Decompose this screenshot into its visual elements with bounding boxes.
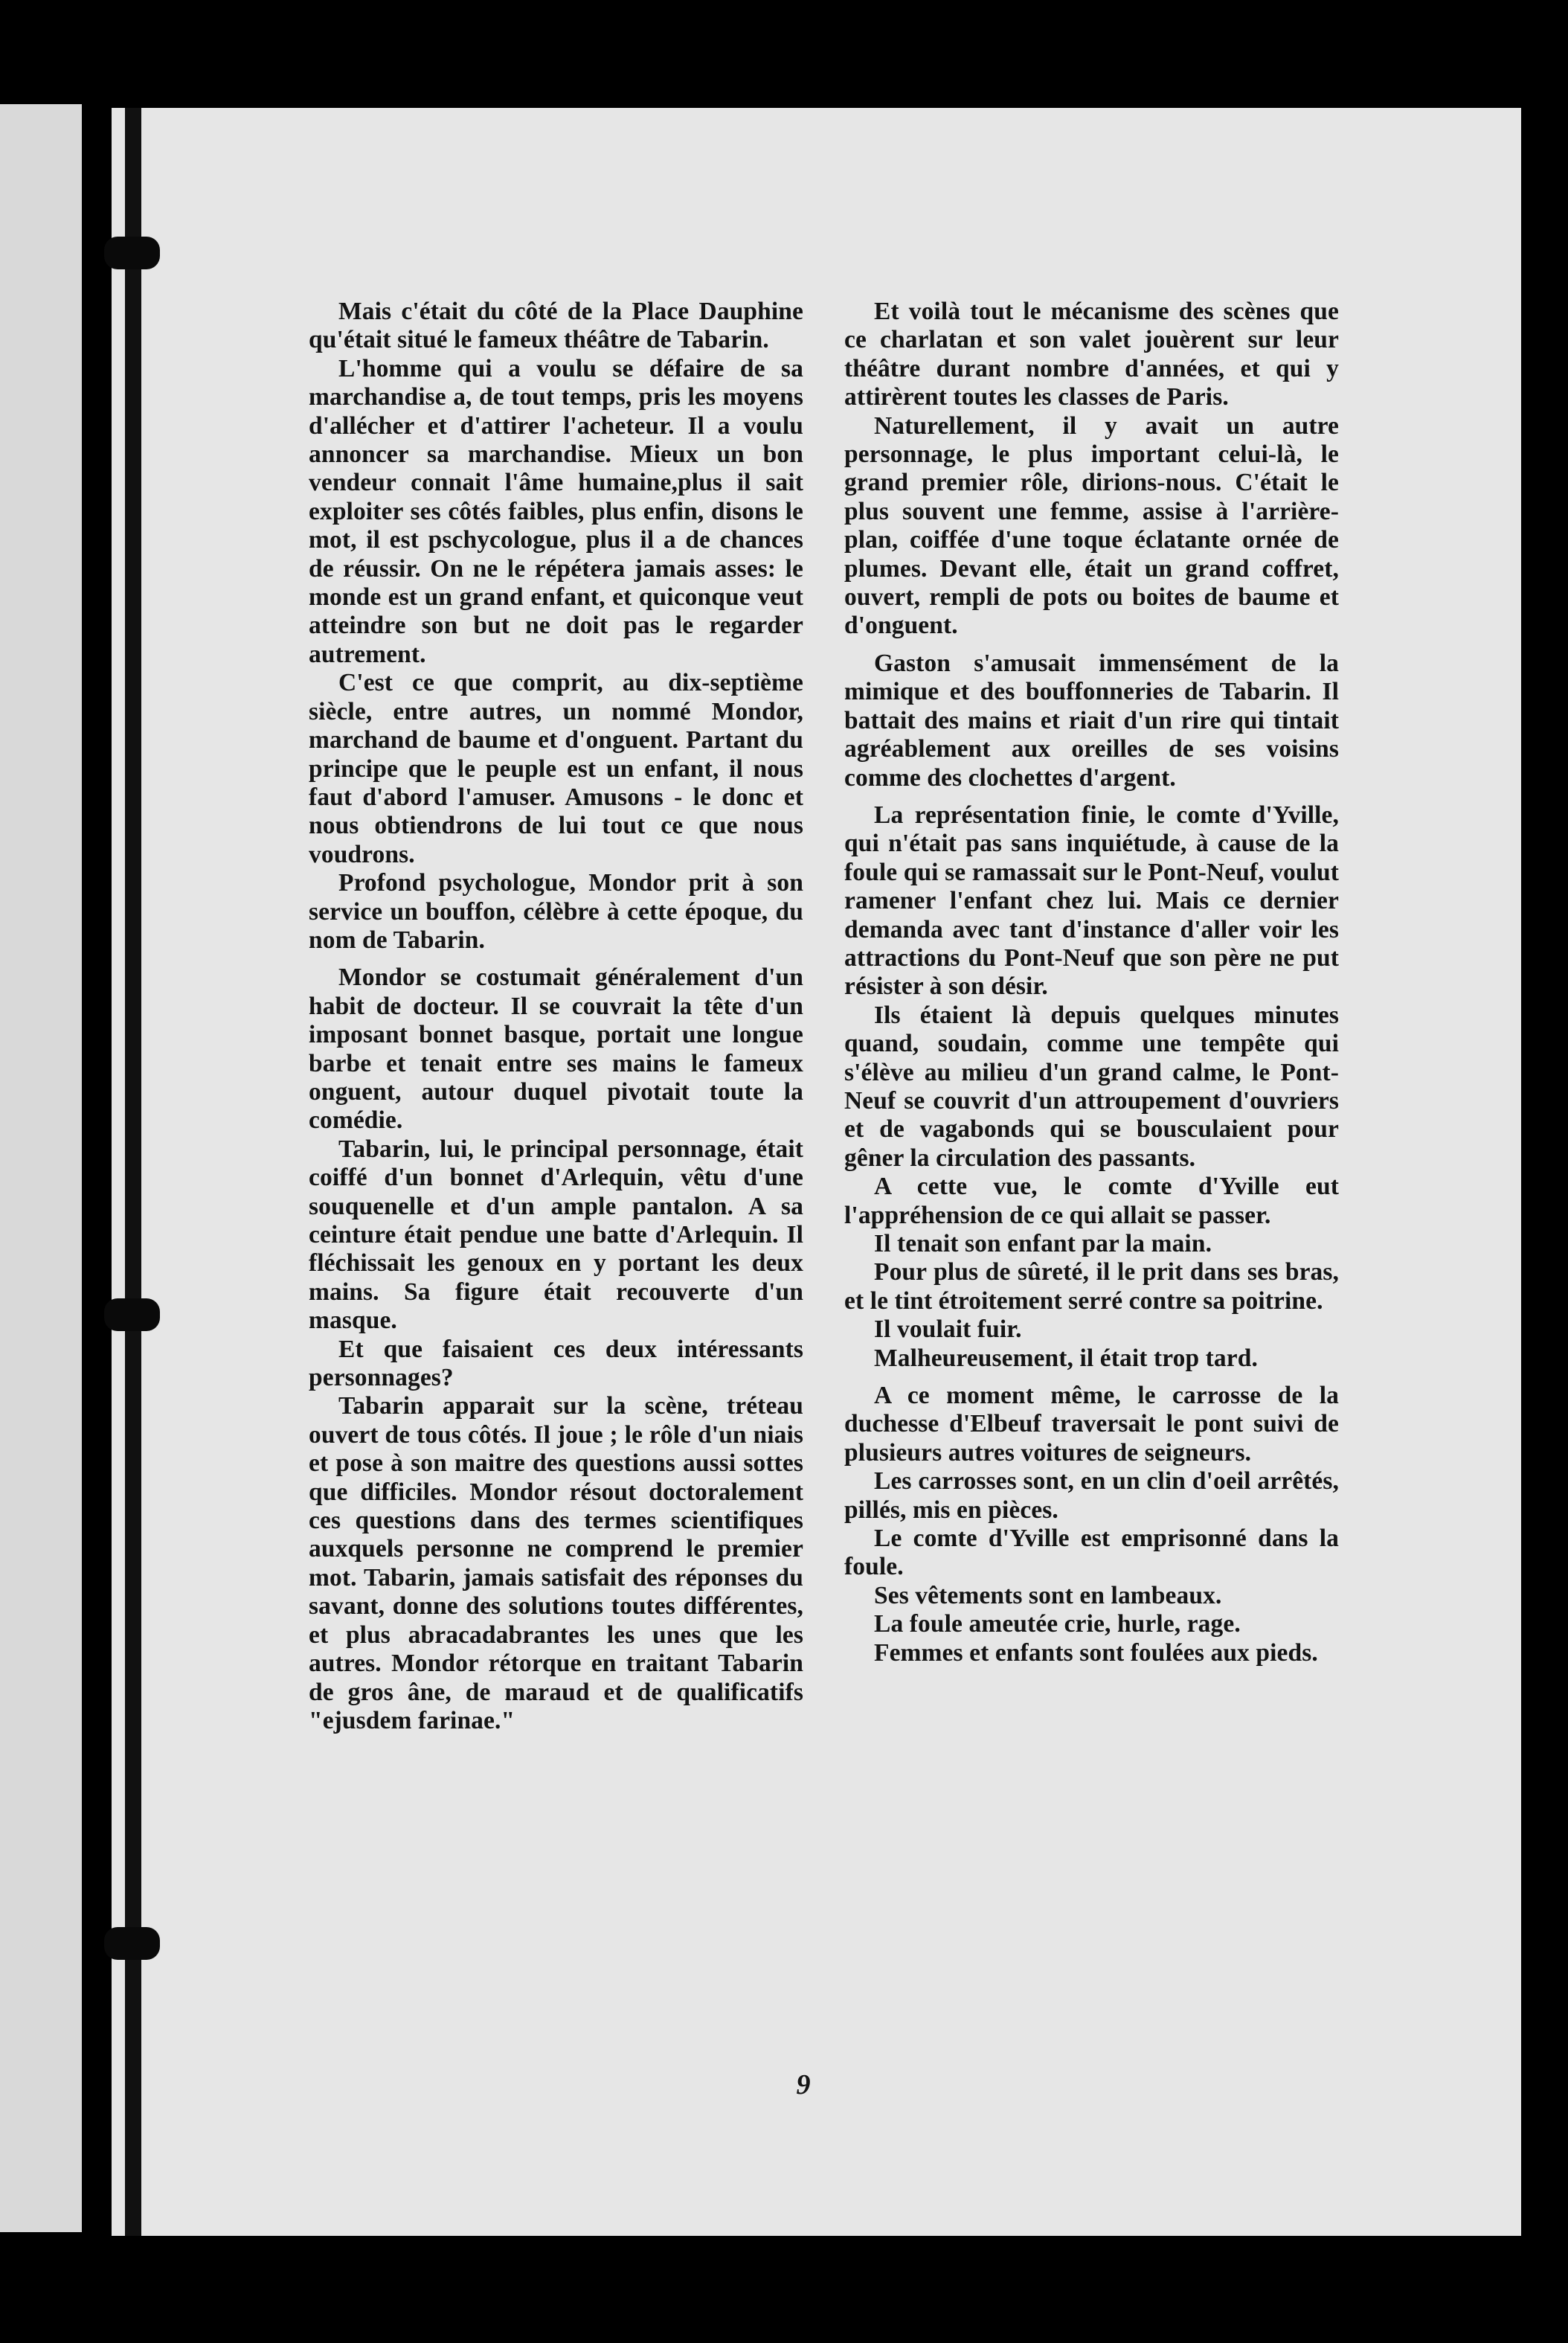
paragraph: A cette vue, le comte d'Yville eut l'appréhension de ce qui allait se passer.	[844, 1173, 1339, 1229]
paragraph: La foule ameutée crie, hurle, rage.	[874, 1610, 1241, 1638]
right-text-column	[844, 298, 1339, 1667]
paragraph: Pour plus de sûreté, il le prit dans ses bras, et le tint étroitement serré contre sa poitrine.	[844, 1258, 1339, 1315]
adjacent-page-edge	[0, 104, 82, 2232]
paragraph: Il tenait son enfant par la main.	[874, 1230, 1212, 1257]
paragraph: Gaston s'amusait immensément de la mimique et des bouffonneries de Tabarin. Il battait des mains et riait d'un rire qui tintait agréablement aux oreilles de ses voisins comme des clochettes d'argent.	[844, 649, 1339, 792]
paragraph: L'homme qui a voulu se défaire de sa marchandise a, de tout temps, pris les moyens d'allécher et d'attirer l'acheteur. Il a voulu annoncer sa marchandise. Mieux un bon vendeur connait l'âme humaine,plus il sait exploiter ses côtés faibles, plus enfin, disons le mot, il est pschycologue, plus il a de chances de réussir. On ne le répétera jamais asses: le monde est un grand enfant, et quiconque veut atteindre son but ne doit pas le regarder autrement.	[309, 354, 803, 668]
paragraph: Femmes et enfants sont foulées aux pieds.	[874, 1638, 1318, 1667]
paragraph: A ce moment même, le carrosse de la duchesse d'Elbeuf traversait le pont suivi de plusieurs autres voitures de seigneurs.	[844, 1382, 1339, 1467]
paragraph: Ils étaient là depuis quelques minutes quand, soudain, comme une tempête qui s'élève au milieu d'un grand calme, le Pont-Neuf se couvrit d'un attroupement d'ouvriers et de vagabonds qui se bousculaient pour gêner la circulation des passants.	[844, 1001, 1339, 1172]
paragraph: Les carrosses sont, en un clin d'oeil arrêtés, pillés, mis en pièces.	[844, 1467, 1339, 1524]
paragraph: Tabarin, lui, le principal personnage, était coiffé d'un bonnet d'Arlequin, vêtu d'une souquenelle et d'un ample pantalon. A sa ceinture était pendue une batte d'Arlequin. Il fléchissait les genoux en y portant les deux mains. Sa figure était recouverte d'un masque.	[309, 1135, 803, 1335]
paragraph: Mondor se costumait généralement d'un habit de docteur. Il se couvrait la tête d'un imposant bonnet basque, portait une longue barbe et tenait entre ses mains le fameux onguent, autour duquel pivotait toute la comédie.	[309, 964, 803, 1135]
paragraph: Il voulait fuir.	[874, 1315, 1022, 1344]
binding-stitch	[104, 237, 160, 269]
paragraph: Et voilà tout le mécanisme des scènes que ce charlatan et son valet jouèrent sur leur théâtre durant nombre d'années, et qui y attirèrent toutes les classes de Paris.	[844, 298, 1339, 411]
page-number: 9	[796, 2069, 811, 2100]
paragraph: Tabarin apparait sur la scène, tréteau ouvert de tous côtés. Il joue ; le rôle d'un niais et pose à son maitre des questions aussi sottes que difficiles. Mondor résout doctoralement ces questions dans des termes scientifiques auxquels personne ne comprend le premier mot. Tabarin, jamais satisfait des réponses du savant, donne des solutions toutes différentes, et plus abracadabrantes les unes que les autres. Mondor rétorque en traitant Tabarin de gros âne, de maraud et de qualificatifs "ejusdem farinae."	[309, 1392, 803, 1734]
paragraph: Ses vêtements sont en lambeaux.	[874, 1581, 1222, 1609]
paragraph: Malheureusement, il était trop tard.	[874, 1344, 1258, 1372]
paragraph: Naturellement, il y avait un autre personnage, le plus important celui-là, le grand premier rôle, dirions-nous. C'était le plus souvent une femme, assise à l'arrière-plan, coiffée d'une toque éclatante ornée de plumes. Devant elle, était un grand coffret, ouvert, rempli de pots ou boites de baume et d'onguent.	[844, 411, 1339, 640]
binding-stitch	[104, 1298, 160, 1331]
paragraph: Profond psychologue, Mondor prit à son service un bouffon, célèbre à cette époque, du nom de Tabarin.	[309, 869, 803, 954]
paragraph: Le comte d'Yville est emprisonné dans la foule.	[844, 1525, 1339, 1581]
binding-spine	[125, 108, 141, 2236]
paragraph: C'est ce que comprit, au dix-septième siècle, entre autres, un nommé Mondor, marchand de baume et d'onguent. Partant du principe que le peuple est un enfant, il nous faut d'abord l'amuser. Amusons - le donc et nous obtiendrons de lui tout ce que nous voudrons.	[309, 669, 803, 868]
left-text-column	[309, 298, 803, 1735]
paragraph: Et que faisaient ces deux intéressants personnages?	[309, 1335, 803, 1392]
paragraph: La représentation finie, le comte d'Yville, qui n'était pas sans inquiétude, à cause de la foule qui se ramassait sur le Pont-Neuf, voulut ramener l'enfant chez lui. Mais ce dernier demanda avec tant d'instance d'aller voir les attractions du Pont-Neuf que son père ne put résister à son désir.	[844, 801, 1339, 1001]
binding-stitch	[104, 1927, 160, 1960]
paragraph: Mais c'était du côté de la Place Dauphine qu'était situé le fameux théâtre de Tabarin.	[309, 298, 803, 354]
